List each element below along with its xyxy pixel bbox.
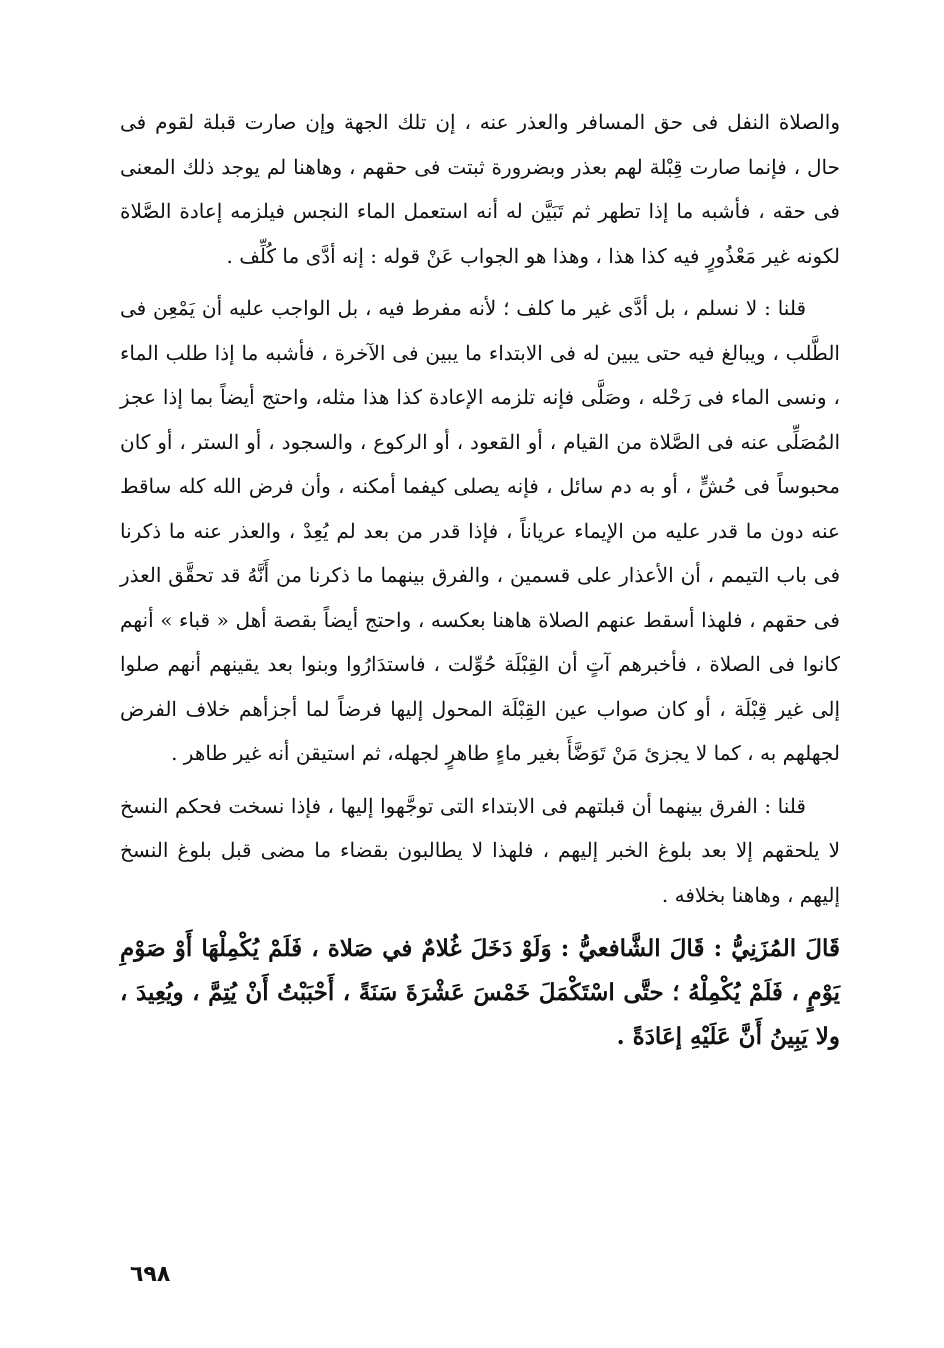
page-body [120, 100, 840, 1059]
paragraph-1: والصلاة النفل فى حق المسافر والعذر عنه ، إن تلك الجهة وإن صارت قبلة لقوم فى حال ، فإنما صارت قِبْلة لهم بعذر وبضرورة ثبتت فى حقهم ، وهاهنا لم يوجد ذلك المعنى فى حقه ، فأشبه ما إذا تطهر ثم تَبَيَّن له أنه استعمل الماء النجس فيلزمه إعادة الصَّلاة لكونه غير مَعْذُورٍ فيه كذا هذا ، وهذا هو الجواب عَنْ قوله : إنه أدَّى ما كُلِّف . [120, 110, 840, 268]
paragraph-3: قلنا : الفرق بينهما أن قبلتهم فى الابتداء التى توجَّهوا إليها ، فإذا نسخت فحكم النسخ لا يلحقهم إلا بعد بلوغ الخبر إليهم ، فلهذا لا يطالبون بقضاء ما مضى قبل بلوغ النسخ إليهم ، وهاهنا بخلافه . [120, 793, 840, 907]
paragraph-gap [120, 776, 840, 784]
page-number: ٦٩٨ [130, 1262, 171, 1287]
paragraph-gap [120, 278, 840, 286]
mukhtasar-quote: قَالَ المُزَنِيُّ : قَالَ الشَّافعيُّ : وَلَوْ دَخَلَ غُلامٌ في صَلاة ، فَلَمْ يُكْمِلْهَا أَوْ صَوْمِ يَوْمٍ ، فَلَمْ يُكْمِلْهُ ؛ حتَّى اسْتَكْمَلَ خَمْسَ عَشْرَةَ سَنَةً ، أَحْبَبْتُ أَنْ يُتِمَّ ، ويُعِيدَ ، ولا يَبِينُ أَنَّ عَلَيْهِ إعَادَةً . [120, 935, 840, 1050]
paragraph-2: قلنا : لا نسلم ، بل أدَّى غير ما كلف ؛ لأنه مفرط فيه ، بل الواجب عليه أن يَمْعِن فى الطَّلب ، ويبالغ فيه حتى يبين له فى الابتداء ما يبين فى الآخرة ، فأشبه ما إذا طلب الماء ، ونسى الماء فى رَحْله ، وصَلَّى فإنه تلزمه الإعادة كذا هذا مثله، واحتج أيضاً بما إذا عجز المُصَلِّى عنه فى الصَّلاة من القيام ، أو القعود ، أو الركوع ، والسجود ، أو الستر ، أو كان محبوساً فى حُشٍّ ، أو به دم سائل ، فإنه يصلى كيفما أمكنه ، وأن فرض الله كله ساقط عنه دون ما قدر عليه من الإيماء عرياناً ، فإذا قدر من بعد لم يُعِدْ ، والعذر عنه ما ذكرنا فى باب التيمم ، أن الأعذار على قسمين ، والفرق بينهما ما ذكرنا من أَنَّهُ قد تحقَّق العذر فى حقهم ، فلهذا أسقط عنهم الصلاة هاهنا بعكسه ، واحتج أيضاً بقصة أهل « قباء » أنهم كانوا فى الصلاة ، فأخبرهم آتٍ أن القِبْلَة حُوِّلت ، فاستدَارُوا وبنوا بعد يقينهم أنهم صلوا إلى غير قِبْلَة ، أو كان صواب عين القِبْلَة المحول إليها فرضاً لما أجزأهم خلاف الفرض لجهلهم به ، كما لا يجزئ مَنْ تَوَضَّأَ بغير ماءٍ طاهرٍ لجهله، ثم استيقن أنه غير طاهر . [120, 296, 840, 765]
